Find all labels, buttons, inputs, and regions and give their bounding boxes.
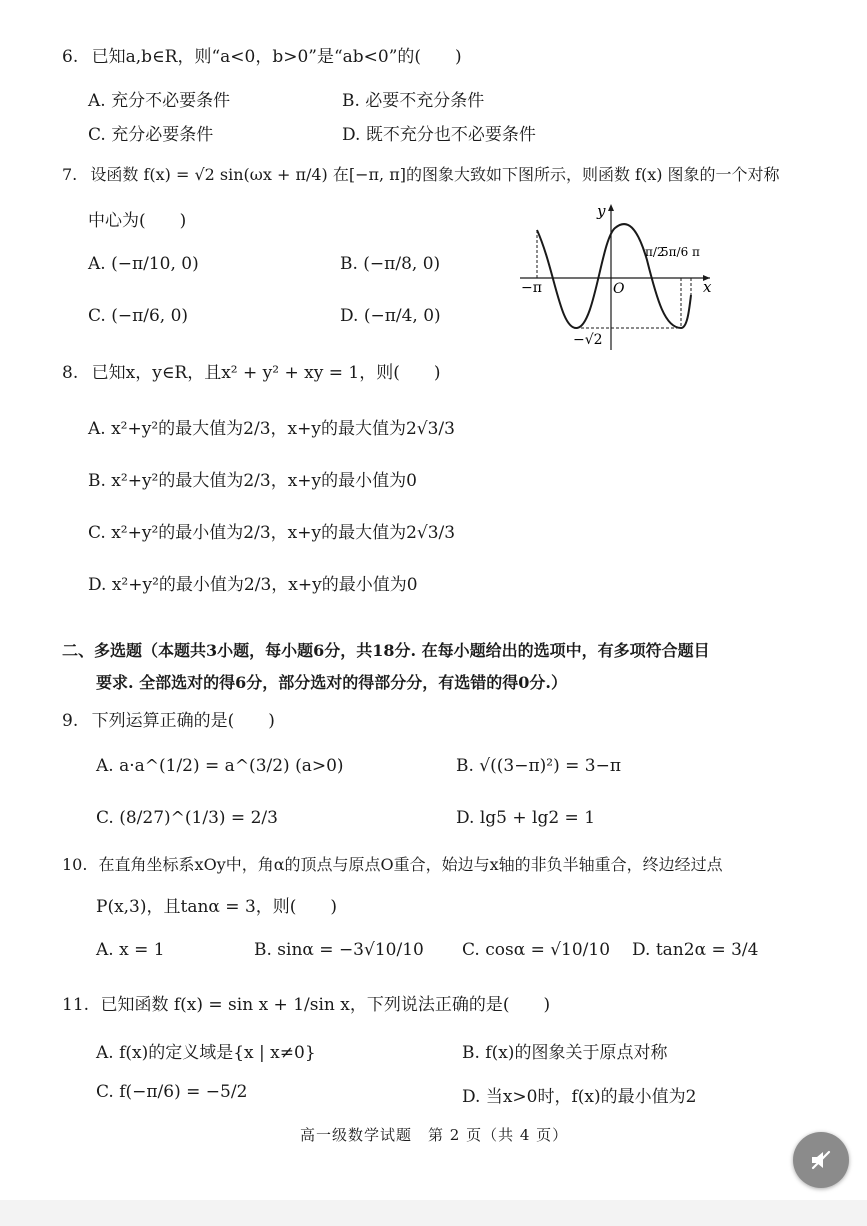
- question-11-stem: [62, 990, 550, 1015]
- option-b: B. 必要不充分条件: [342, 91, 485, 111]
- question-number: 9.: [62, 711, 79, 731]
- option-c: C. cosα = √10/10: [462, 940, 611, 960]
- option-c: C. (8/27)^(1/3) = 2/3: [96, 808, 278, 828]
- question-10-stem-cont: P(x,3)，且tanα = 3，则( ): [96, 897, 338, 917]
- option-d: D. lg5 + lg2 = 1: [456, 808, 596, 828]
- option-a: A. f(x)的定义域是{x | x≠0}: [96, 1043, 316, 1063]
- option-d: D. x²+y²的最小值为2/3，x+y的最小值为0: [88, 575, 418, 595]
- option-d: D. (−π/4, 0): [340, 306, 441, 326]
- question-10-stem: [62, 852, 723, 875]
- option-a: A. (−π/10, 0): [88, 254, 199, 274]
- question-number: 7.: [62, 165, 78, 184]
- speaker-muted-icon: [807, 1146, 835, 1174]
- min-value-label: −√2: [573, 332, 603, 348]
- option-c: C. (−π/6, 0): [88, 306, 189, 326]
- option-b: B. (−π/8, 0): [340, 254, 441, 274]
- question-text: 已知函数 f(x) = sin x + 1/sin x，下列说法正确的是( ): [100, 995, 551, 1015]
- option-c: C. x²+y²的最小值为2/3，x+y的最大值为2√3/3: [88, 523, 456, 543]
- question-text: 下列运算正确的是( ): [91, 711, 275, 731]
- y-axis-arrow: [608, 204, 614, 211]
- question-9-stem: [62, 706, 275, 731]
- sine-curve: [537, 224, 691, 328]
- option-d: D. tan2α = 3/4: [632, 940, 759, 960]
- option-c: C. f(−π/6) = −5/2: [96, 1082, 248, 1102]
- option-a: A. x = 1: [96, 940, 165, 960]
- y-label: y: [597, 202, 606, 220]
- question-number: 11.: [62, 995, 90, 1015]
- x-label: x: [703, 278, 712, 296]
- option-a: A. 充分不必要条件: [88, 91, 231, 111]
- section-2-heading: 二、多选题（本题共3小题，每小题6分，共18分. 在每小题给出的选项中，有多项符合题目: [62, 641, 710, 660]
- origin-label: O: [613, 281, 625, 297]
- option-d: D. 当x>0时，f(x)的最小值为2: [462, 1087, 697, 1107]
- option-b: B. √((3−π)²) = 3−π: [456, 756, 621, 776]
- sine-graph: [515, 200, 715, 350]
- question-7-stem-cont: 中心为( ): [88, 211, 187, 231]
- question-text: 已知a,b∈R，则“a<0，b>0”是“ab<0”的( ): [91, 47, 462, 67]
- option-b: B. sinα = −3√10/10: [254, 940, 424, 960]
- question-text: 设函数 f(x) = √2 sin(ωx + π/4) 在[−π, π]的图象大致如下图所示，则函数 f(x) 图象的一个对称: [90, 165, 780, 184]
- question-8-stem: [62, 358, 440, 383]
- neg-pi-label: −π: [521, 280, 542, 296]
- option-c: C. 充分必要条件: [88, 125, 214, 145]
- question-text: 已知x，y∈R，且x² + y² + xy = 1，则( ): [91, 363, 441, 383]
- question-6-stem: [62, 42, 462, 67]
- option-b: B. f(x)的图象关于原点对称: [462, 1043, 668, 1063]
- question-text: 在直角坐标系xOy中，角α的顶点与原点O重合，始边与x轴的非负半轴重合，终边经过点: [98, 855, 723, 874]
- audio-toggle-button[interactable]: [793, 1132, 849, 1188]
- tick-label-5pi-6: 5π/6 π: [661, 245, 700, 259]
- option-b: B. x²+y²的最大值为2/3，x+y的最小值为0: [88, 471, 417, 491]
- option-d: D. 既不充分也不必要条件: [342, 125, 536, 145]
- question-number: 8.: [62, 363, 79, 383]
- bottom-strip: [0, 1200, 867, 1226]
- question-number: 6.: [62, 47, 79, 67]
- section-2-instructions: 要求. 全部选对的得6分，部分选对的得部分分，有选错的得0分.）: [96, 673, 567, 692]
- tick-label-pi-2: π/2: [645, 245, 665, 259]
- page-footer: 高一级数学试题 第 2 页（共 4 页）: [300, 1126, 569, 1144]
- question-number: 10.: [62, 855, 88, 874]
- option-a: A. a·a^(1/2) = a^(3/2) (a>0): [96, 756, 344, 776]
- option-a: A. x²+y²的最大值为2/3，x+y的最大值为2√3/3: [88, 419, 455, 439]
- question-7-stem: [62, 162, 780, 185]
